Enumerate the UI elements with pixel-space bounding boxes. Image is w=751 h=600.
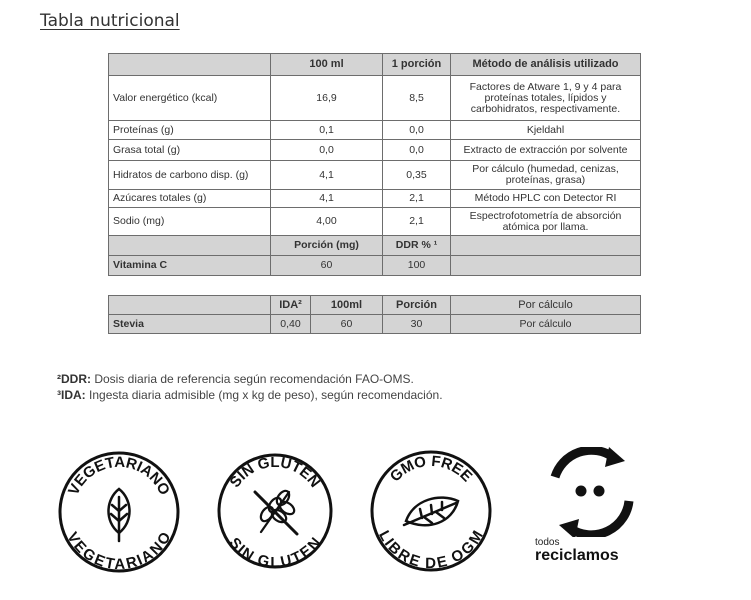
vitamin-name: Vitamina C <box>109 256 271 276</box>
stevia-ida: 0,40 <box>271 315 311 334</box>
row-name: Azúcares totales (g) <box>109 190 271 208</box>
row-method: Extracto de extracción por solvente <box>451 140 641 161</box>
header-100ml: 100 ml <box>271 54 383 76</box>
footnote-ida-label: ³IDA: <box>57 388 86 402</box>
row-method: Espectrofotometría de absorción atómica por llama. <box>451 208 641 236</box>
row-portion: 2,1 <box>383 190 451 208</box>
gluten-top-label: SIN GLUTEN <box>226 454 324 491</box>
table-row <box>109 121 641 140</box>
stevia-table <box>108 295 641 334</box>
table-header-row <box>109 54 641 76</box>
vegetarian-badge <box>58 451 180 573</box>
row-portion: 2,1 <box>383 208 451 236</box>
vitamin-header-empty <box>109 236 271 256</box>
recycle-face-icon <box>533 447 643 537</box>
row-per100: 4,1 <box>271 190 383 208</box>
footnote-ida-text: Ingesta diaria admisible (mg x kg de peso), según recomendación. <box>85 388 443 402</box>
leaf-icon <box>108 489 129 541</box>
vitamin-ddr: 100 <box>383 256 451 276</box>
stevia-header-portion: Porción <box>383 296 451 315</box>
table-row <box>109 208 641 236</box>
header-method: Método de análisis utilizado <box>451 54 641 76</box>
row-method: Por cálculo (humedad, cenizas, proteínas, grasa) <box>451 161 641 190</box>
stevia-header-empty <box>109 296 271 315</box>
row-portion: 0,35 <box>383 161 451 190</box>
stevia-header-row <box>109 296 641 315</box>
footnote-ddr-text: Dosis diaria de referencia según recomendación FAO-OMS. <box>91 372 414 386</box>
nutrition-table-link[interactable]: Tabla nutricional <box>40 11 180 31</box>
gmo-free-badge <box>370 449 492 573</box>
row-name: Hidratos de carbono disp. (g) <box>109 161 271 190</box>
stevia-name: Stevia <box>109 315 271 334</box>
wheat-crossed-icon <box>255 489 297 534</box>
vitamin-header-row <box>109 236 641 256</box>
recycle-big-text: reciclamos <box>535 547 619 564</box>
row-per100: 4,00 <box>271 208 383 236</box>
stevia-header-method: Por cálculo <box>451 296 641 315</box>
stevia-portion: 30 <box>383 315 451 334</box>
gluten-free-badge <box>217 450 333 572</box>
table-row <box>109 161 641 190</box>
table-row <box>109 190 641 208</box>
vegetarian-bottom-label: VEGETARIANO <box>63 529 175 573</box>
footnote-ddr-label: ²DDR: <box>57 372 91 386</box>
stevia-header-100ml: 100ml <box>311 296 383 315</box>
row-portion: 0,0 <box>383 140 451 161</box>
stevia-method: Por cálculo <box>451 315 641 334</box>
leaf-icon <box>404 498 458 526</box>
vitamin-row <box>109 256 641 276</box>
stevia-100ml: 60 <box>311 315 383 334</box>
stevia-header-ida: IDA² <box>271 296 311 315</box>
table-row <box>109 76 641 121</box>
row-name: Sodio (mg) <box>109 208 271 236</box>
vitamin-blank <box>451 256 641 276</box>
nutrition-table <box>108 53 641 276</box>
recycle-small-text: todos <box>535 537 560 548</box>
header-portion: 1 porción <box>383 54 451 76</box>
footnote-ddr <box>57 371 443 387</box>
row-portion: 0,0 <box>383 121 451 140</box>
row-per100: 16,9 <box>271 76 383 121</box>
row-portion: 8,5 <box>383 76 451 121</box>
row-per100: 0,1 <box>271 121 383 140</box>
gluten-bottom-label: SIN GLUTEN <box>225 534 325 572</box>
gmo-bottom-label: LIBRE DE OGM <box>374 528 488 573</box>
row-method: Kjeldahl <box>451 121 641 140</box>
vitamin-header-portion-mg: Porción (mg) <box>271 236 383 256</box>
recycle-logo <box>533 447 643 572</box>
table-row <box>109 140 641 161</box>
row-per100: 0,0 <box>271 140 383 161</box>
footnote-ida <box>57 387 443 403</box>
stevia-row <box>109 315 641 334</box>
row-name: Proteínas (g) <box>109 121 271 140</box>
vegetarian-top-label: VEGETARIANO <box>64 453 173 498</box>
footnotes <box>57 371 443 403</box>
row-name: Valor energético (kcal) <box>109 76 271 121</box>
row-method: Método HPLC con Detector RI <box>451 190 641 208</box>
vitamin-header-blank <box>451 236 641 256</box>
vitamin-header-ddr: DDR % ¹ <box>383 236 451 256</box>
vitamin-mg: 60 <box>271 256 383 276</box>
gmo-top-label: GMO FREE <box>386 452 476 486</box>
row-method: Factores de Atware 1, 9 y 4 para proteínas totales, lípidos y carbohidratos, respectivamente. <box>451 76 641 121</box>
header-empty <box>109 54 271 76</box>
row-per100: 4,1 <box>271 161 383 190</box>
row-name: Grasa total (g) <box>109 140 271 161</box>
